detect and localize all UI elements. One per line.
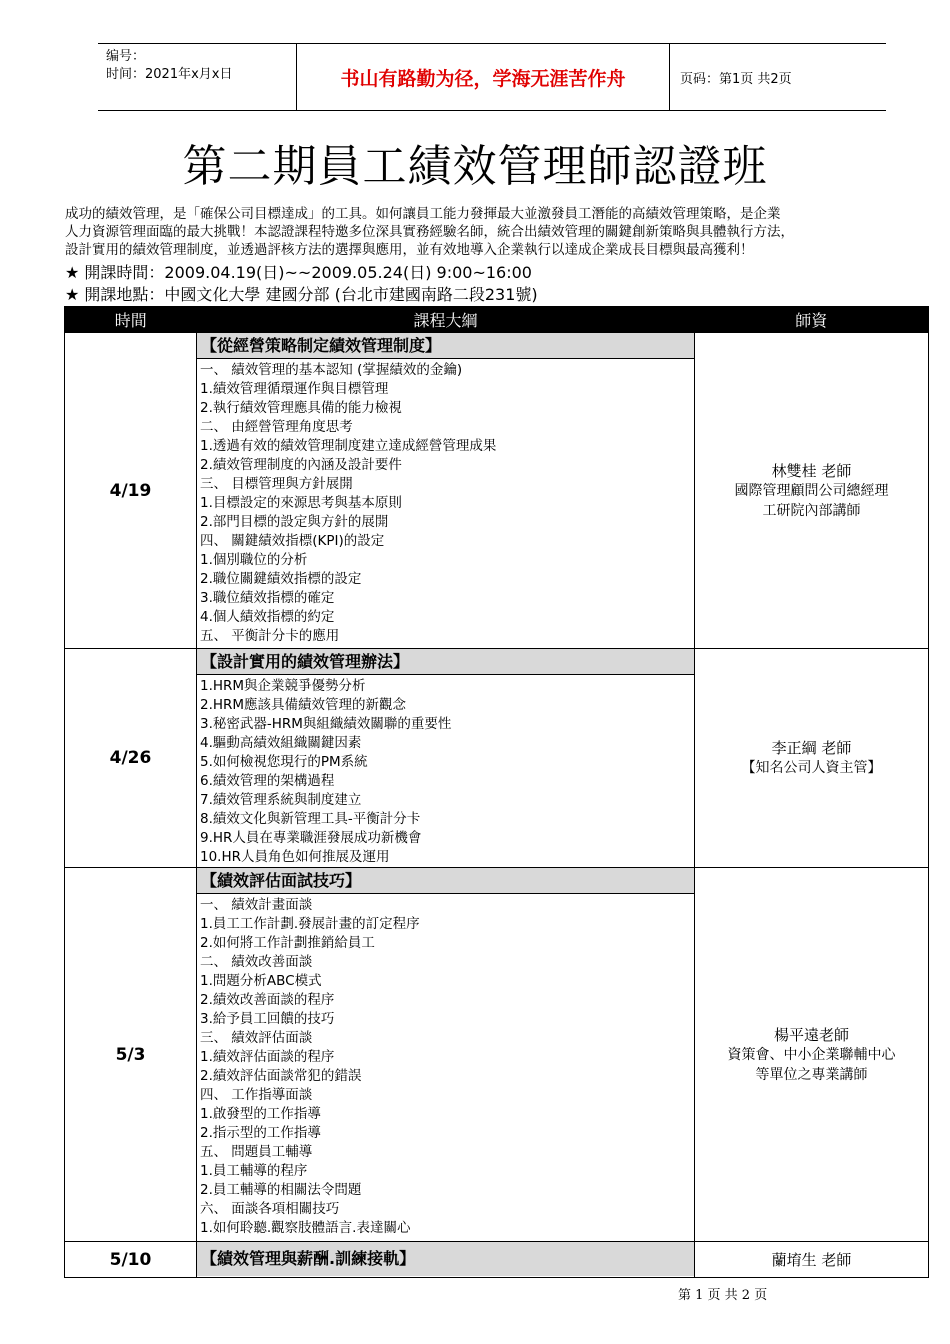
teacher-info [695,333,929,649]
outline-item: 1.員工輔導的程序 [200,1163,308,1179]
course-outline [197,868,695,1242]
outline-item: 三、 績效評估面談 [200,1030,313,1046]
outline-item: 1.透過有效的績效管理制度建立達成經營管理成果 [200,438,497,454]
teacher-info [695,649,929,868]
outline-item: 1.個別職位的分析 [200,552,308,568]
outline-item: 四、 工作指導面談 [200,1087,313,1103]
column-header-outline: 課程大綱 [197,307,695,333]
outline-item: 1.績效評估面談的程序 [200,1049,335,1065]
outline-item: 1.HRM與企業競爭優勢分析 [200,678,366,694]
table-row [65,1242,929,1278]
course-outline [197,333,695,649]
outline-item: 2.績效評估面談常犯的錯誤 [200,1068,362,1084]
teacher-title: 等單位之專業講師 [755,1066,868,1083]
teacher-title: 資策會、中小企業聯輔中心 [727,1046,896,1063]
teacher-name: 李正綱 老師 [771,739,852,757]
section-title: 【績效評估面試技巧】 [197,868,694,894]
page-title: 第二期員工績效管理師認證班 [182,141,768,192]
table-row [65,868,929,1242]
table-row [65,649,929,868]
page-footer: 第 1 页 共 2 页 [678,1288,768,1303]
session-date: 5/3 [65,868,197,1242]
session-date: 4/19 [65,333,197,649]
outline-item: 3.職位績效指標的確定 [200,590,335,606]
outline-item: 4.個人績效指標的約定 [200,609,335,625]
outline-item: 一、 績效管理的基本認知 (掌握績效的金鑰) [200,362,463,378]
teacher-title: 國際管理顧問公司總經理 [734,482,889,499]
teacher-info [695,868,929,1242]
outline-item: 三、 目標管理與方針展開 [200,476,353,492]
session-date: 4/26 [65,649,197,868]
section-title: 【從經營策略制定績效管理制度】 [197,333,694,359]
course-outline [197,649,695,868]
outline-item: 五、 問題員工輔導 [200,1144,313,1160]
course-time: ★ 開課時間：2009.04.19(日)~~2009.05.24(日) 9:00~16:00 [65,263,532,282]
table-row [65,333,929,649]
outline-item: 1.績效管理循環運作與目標管理 [200,381,389,397]
column-header-teacher: 師資 [695,307,929,333]
outline-item: 2.職位關鍵績效指標的設定 [200,571,362,587]
teacher-title: 【知名公司人資主管】 [741,760,882,776]
outline-item: 2.績效管理制度的內涵及設計要件 [200,457,402,473]
outline-item: 五、 平衡計分卡的應用 [200,628,340,644]
teacher-title: 工研院內部講師 [762,502,861,519]
outline-item: 1.問題分析ABC模式 [200,973,322,989]
outline-item: 9.HR人員在專業職涯發展成功新機會 [200,830,422,846]
page-header [98,43,886,111]
intro-line: 人力資源管理面臨的最大挑戰！本認證課程特邀多位深具實務經驗名師，統合出績效管理的關鍵創新策略與具體執行方法， [65,224,794,240]
teacher-name: 林雙桂 老師 [771,461,852,480]
date-label: 时间：2021年x月x日 [106,67,233,82]
outline-item: 10.HR人員角色如何推展及運用 [200,849,390,865]
outline-item: 2.執行績效管理應具備的能力檢視 [200,400,402,416]
outline-item: 6.績效管理的架構過程 [200,773,335,789]
header-page-label: 页码：第1页 共2页 [680,71,792,87]
teacher-info [695,1242,929,1278]
outline-item: 四、 關鍵績效指標(KPI)的設定 [200,533,385,549]
outline-item: 1.啟發型的工作指導 [200,1106,321,1122]
session-date: 5/10 [65,1242,197,1278]
course-place: ★ 開課地點：中國文化大學 建國分部 (台北市建國南路二段231號) [65,285,538,304]
outline-item: 二、 績效改善面談 [200,954,313,970]
outline-item: 2.績效改善面談的程序 [200,992,335,1008]
section-title: 【設計實用的績效管理辦法】 [197,649,694,675]
number-label: 编号： [106,49,146,64]
outline-item: 7.績效管理系統與制度建立 [200,792,362,808]
header-motto: 书山有路勤为径，学海无涯苦作舟 [297,44,670,110]
outline-item: 1.目標設定的來源思考與基本原則 [200,495,402,511]
outline-item: 六、 面談各項相關技巧 [200,1201,340,1217]
outline-item: 3.秘密武器-HRM與組織績效關聯的重要性 [200,716,452,732]
schedule-table [64,306,929,1278]
outline-item: 一、 績效計畫面談 [200,897,313,913]
column-header-time: 時間 [65,307,197,333]
course-outline [197,1242,695,1278]
outline-item: 2.部門目標的設定與方針的展開 [200,514,389,530]
outline-item: 1.員工工作計劃.發展計畫的訂定程序 [200,916,420,932]
teacher-name: 蘭堉生 老師 [771,1250,852,1269]
outline-item: 2.如何將工作計劃推銷給員工 [200,935,375,951]
outline-item: 5.如何檢視您現行的PM系統 [200,754,368,770]
outline-item: 2.指示型的工作指導 [200,1125,321,1141]
outline-item: 3.給予員工回饋的技巧 [200,1011,335,1027]
outline-item: 8.績效文化與新管理工具-平衡計分卡 [200,811,421,827]
section-title: 【績效管理與薪酬.訓練接軌】 [197,1242,694,1276]
outline-item: 4.驅動高績效組織關鍵因素 [200,735,362,751]
teacher-name: 楊平遠老師 [773,1025,849,1044]
outline-item: 1.如何聆聽.觀察肢體語言.表達關心 [200,1220,411,1236]
intro-line: 成功的績效管理，是「確保公司目標達成」的工具。如何讓員工能力發揮最大並激發員工潛能的高績效管理策略，是企業 [65,206,781,222]
outline-item: 2.員工輔導的相關法令問題 [200,1182,362,1198]
intro-line: 設計實用的績效管理制度，並透過評核方法的選擇與應用，並有效地導入企業執行以達成企業成長目標與最高獲利！ [65,242,754,258]
table-header-row [65,307,929,333]
outline-item: 2.HRM應該具備績效管理的新觀念 [200,697,407,713]
header-meta [98,44,297,110]
intro-paragraph [65,205,935,259]
outline-item: 二、 由經營管理角度思考 [200,419,353,435]
